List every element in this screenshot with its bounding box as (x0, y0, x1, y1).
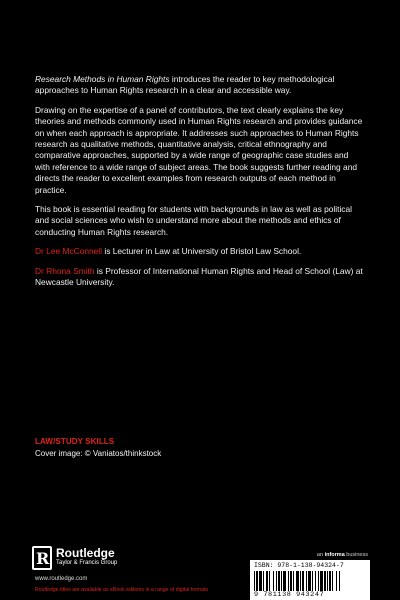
routledge-r-icon: R (32, 546, 52, 570)
author-bio (35, 266, 365, 289)
author-bio-text: is Professor of International Human Rights and Head of School (Law) at Newcastle University. (35, 265, 363, 288)
author-bio-text: is Lecturer in Law at University of Bristol Law School. (102, 246, 302, 257)
author-name: Dr Rhona Smith (35, 265, 95, 276)
author-name: Dr Lee McConnell (35, 246, 103, 257)
barcode-digits: 9 781138 943247 (254, 591, 325, 599)
barcode-bars (254, 571, 366, 591)
barcode (250, 560, 370, 600)
audience-paragraph: This book is essential reading for students with backgrounds in law as well as political and social sciences who wish to understand more about the methods and ethics of conducting Human Rights research. (35, 204, 353, 237)
publisher-group: Taylor & Francis Group (56, 560, 118, 566)
intro-text: introduces the reader to key methodological approaches to Human Rights research in a clear and accessible way. (35, 74, 335, 96)
description-paragraph: Drawing on the expertise of a panel of contributors, the text clearly explains the key theories and methods commonly used in Human Rights research and provides guidance on when each approach is appropriate. It addresses such approaches to Human Rights research as qualitative methods, quantitative analysis, critical ethnography and comparative approaches, supported by a wide range of geographic case studies and with reference to a wide range of subject areas. The book suggests further reading and directs the reader to excellent examples from research outputs of each method in practice. (35, 104, 363, 195)
cover-credit: Cover image: © Vaniatos/thinkstock (35, 449, 162, 458)
publisher-website: www.routledge.com (35, 576, 88, 582)
isbn-label: ISBN: 978-1-138-94324-7 (254, 562, 344, 569)
book-title: Research Methods in Human Rights (35, 74, 170, 84)
informa-brand: informa (324, 552, 345, 558)
author-bio (35, 246, 365, 257)
informa-badge: an informa business (316, 552, 368, 558)
ebook-note: Routledge titles are available as eBook editions in a range of digital formats (35, 587, 209, 593)
subject-category: LAW/STUDY SKILLS (35, 437, 115, 446)
publisher-name: Routledge (56, 546, 115, 560)
intro-paragraph (35, 74, 365, 97)
back-cover-blurb (35, 74, 365, 297)
